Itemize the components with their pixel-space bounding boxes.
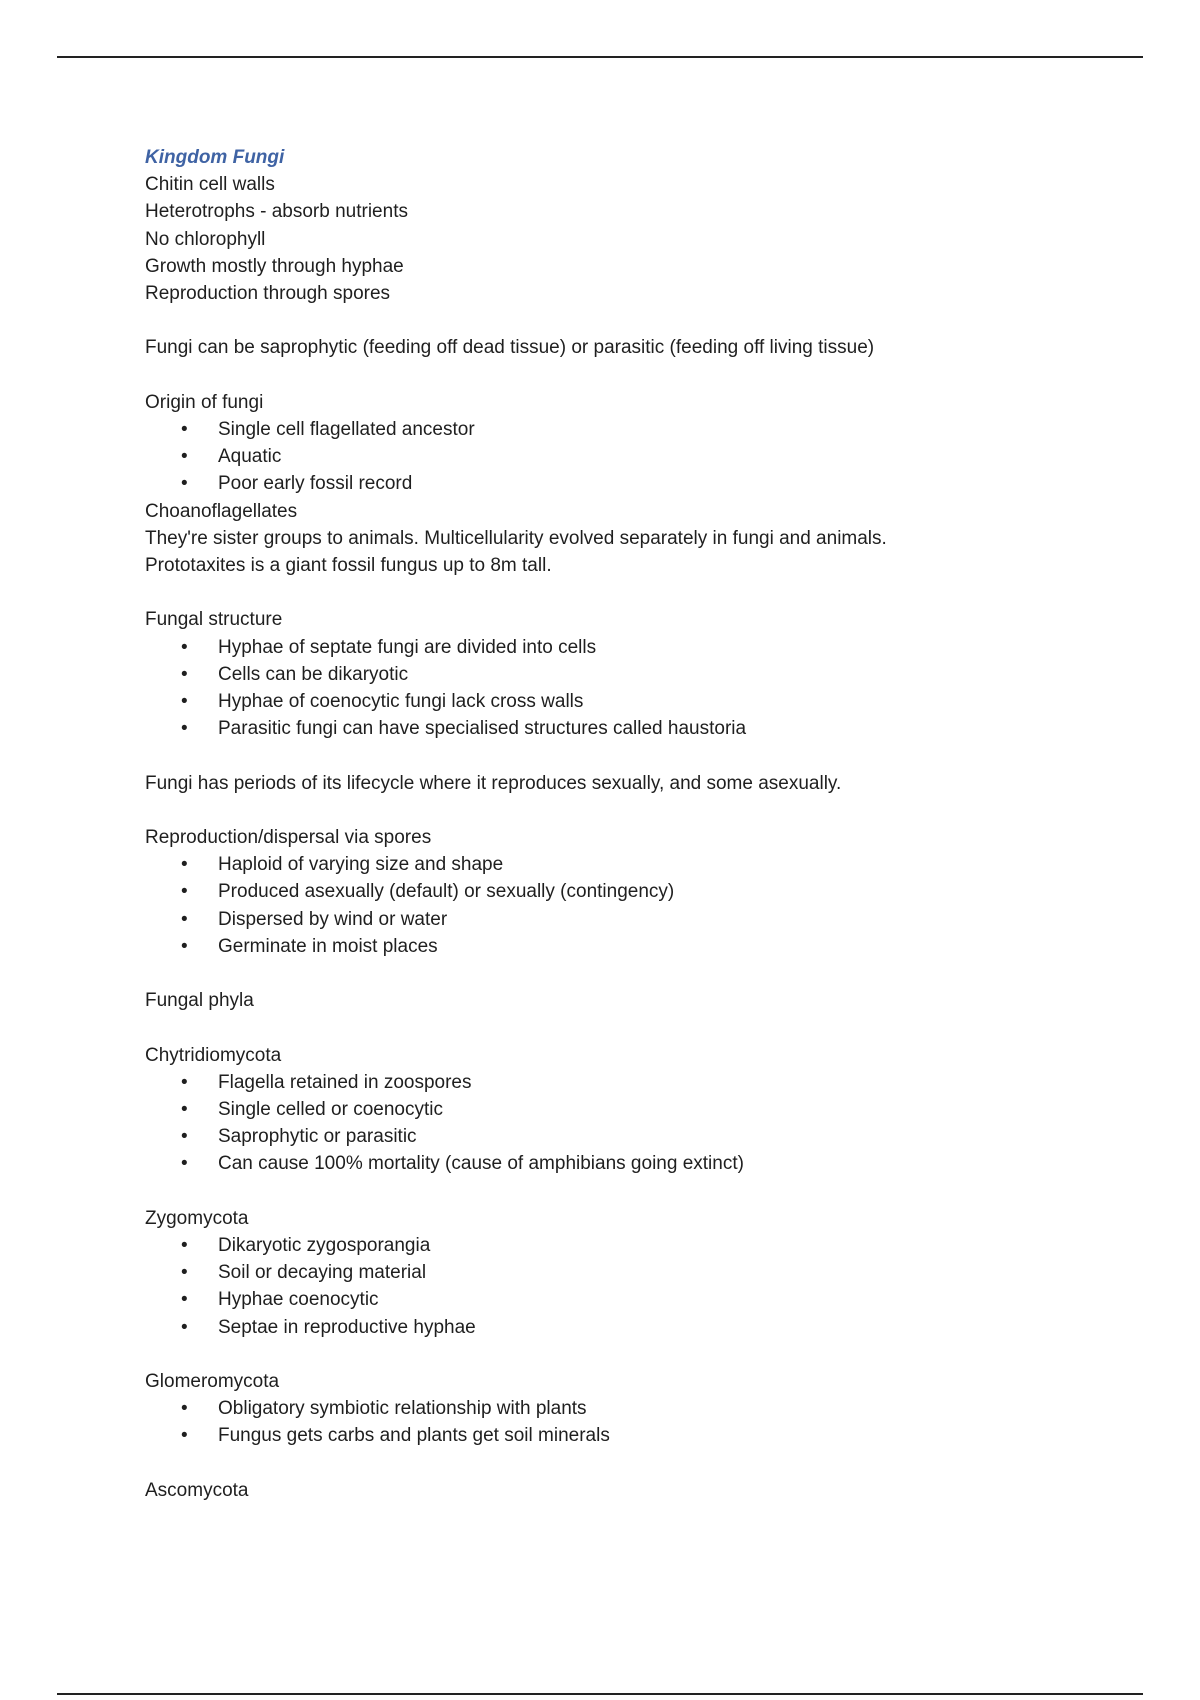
bullet-icon: •	[181, 881, 188, 903]
bullet-item: • Produced asexually (default) or sexually (contingency)	[145, 878, 1105, 905]
bullet-icon: •	[181, 446, 188, 468]
spacer	[145, 1341, 1105, 1368]
bullet-item: • Can cause 100% mortality (cause of amphibians going extinct)	[145, 1150, 1105, 1177]
bullet-icon: •	[181, 1262, 188, 1284]
intro-line: Chitin cell walls	[145, 174, 275, 196]
structure-bullets	[145, 634, 1105, 743]
bullet-icon: •	[181, 1099, 188, 1120]
bullet-item: • Fungus gets carbs and plants get soil minerals	[145, 1422, 1105, 1449]
bullet-item: • Dikaryotic zygosporangia	[145, 1232, 1105, 1259]
bullet-icon: •	[181, 1153, 188, 1175]
zygomycota-bullets	[145, 1232, 1105, 1341]
spores-heading: Reproduction/dispersal via spores	[145, 827, 432, 848]
bullet-item: • Parasitic fungi can have specialised structures called haustoria	[145, 715, 1105, 742]
bullet-icon: •	[181, 636, 188, 658]
page-title: Kingdom Fungi	[145, 147, 285, 168]
bullet-item: • Obligatory symbiotic relationship with plants	[145, 1395, 1105, 1422]
bullet-icon: •	[181, 1425, 188, 1447]
bullet-icon: •	[181, 854, 188, 876]
choanoflagellates-line: Prototaxites is a giant fossil fungus up to 8m tall.	[145, 555, 552, 577]
spacer	[145, 797, 1105, 824]
bullet-icon: •	[181, 935, 188, 957]
bullet-item: • Single celled or coenocytic	[145, 1096, 1105, 1123]
bullet-icon: •	[181, 1126, 188, 1148]
bullet-icon: •	[181, 1398, 188, 1420]
spacer	[145, 742, 1105, 769]
choanoflagellates-line: They're sister groups to animals. Multicellularity evolved separately in fungi and animals.	[145, 527, 887, 549]
zygomycota-heading: Zygomycota	[145, 1207, 249, 1229]
spores-bullets	[145, 851, 1105, 960]
glomeromycota-heading: Glomeromycota	[145, 1371, 280, 1392]
intro-list	[145, 171, 1105, 307]
bullet-item: • Hyphae of septate fungi are divided into cells	[145, 634, 1105, 661]
intro-line: Growth mostly through hyphae	[145, 255, 404, 277]
phyla-heading: Fungal phyla	[145, 990, 254, 1012]
intro-line: No chlorophyll	[145, 228, 266, 250]
bullet-icon: •	[181, 1071, 188, 1093]
ascomycota-heading: Ascomycota	[145, 1479, 249, 1501]
intro-line: Heterotrophs - absorb nutrients	[145, 201, 408, 223]
bullet-item: • Saprophytic or parasitic	[145, 1123, 1105, 1150]
bullet-item: • Aquatic	[145, 443, 1105, 470]
header-rule	[57, 56, 1143, 58]
spacer	[145, 362, 1105, 389]
bullet-icon: •	[181, 718, 188, 740]
bullet-item: • Haploid of varying size and shape	[145, 851, 1105, 878]
glomeromycota-bullets	[145, 1395, 1105, 1449]
document-body	[145, 144, 1105, 1504]
bullet-item: • Soil or decaying material	[145, 1259, 1105, 1286]
bullet-item: • Germinate in moist places	[145, 933, 1105, 960]
saprophytic-paragraph: Fungi can be saprophytic (feeding off dead tissue) or parasitic (feeding off living tissue)	[145, 337, 875, 359]
spacer	[145, 1450, 1105, 1477]
bullet-icon: •	[181, 663, 188, 685]
bullet-item: • Hyphae of coenocytic fungi lack cross walls	[145, 688, 1105, 715]
origin-bullets	[145, 416, 1105, 498]
structure-heading: Fungal structure	[145, 609, 283, 631]
bullet-icon: •	[181, 1235, 188, 1256]
bullet-item: • Flagella retained in zoospores	[145, 1069, 1105, 1096]
bullet-item: • Single cell flagellated ancestor	[145, 416, 1105, 443]
spacer	[145, 1178, 1105, 1205]
spacer	[145, 1014, 1105, 1041]
origin-heading: Origin of fungi	[145, 391, 264, 413]
bullet-item: • Dispersed by wind or water	[145, 906, 1105, 933]
bullet-icon: •	[181, 1289, 188, 1311]
spacer	[145, 579, 1105, 606]
bullet-item: • Poor early fossil record	[145, 470, 1105, 497]
bullet-icon: •	[181, 908, 188, 930]
spacer	[145, 960, 1105, 987]
bullet-item: • Hyphae coenocytic	[145, 1286, 1105, 1313]
bullet-icon: •	[181, 1316, 188, 1338]
bullet-icon: •	[181, 473, 188, 495]
bullet-item: • Septae in reproductive hyphae	[145, 1314, 1105, 1341]
chytridiomycota-heading: Chytridiomycota	[145, 1044, 282, 1066]
spacer	[145, 307, 1105, 334]
bullet-item: • Cells can be dikaryotic	[145, 661, 1105, 688]
bullet-icon: •	[181, 691, 188, 713]
choanoflagellates-heading: Choanoflagellates	[145, 500, 298, 522]
bullet-icon: •	[181, 419, 188, 440]
chytridiomycota-bullets	[145, 1069, 1105, 1178]
intro-line: Reproduction through spores	[145, 283, 391, 305]
lifecycle-paragraph: Fungi has periods of its lifecycle where it reproduces sexually, and some asexually.	[145, 772, 842, 794]
footer-rule	[57, 1693, 1143, 1695]
